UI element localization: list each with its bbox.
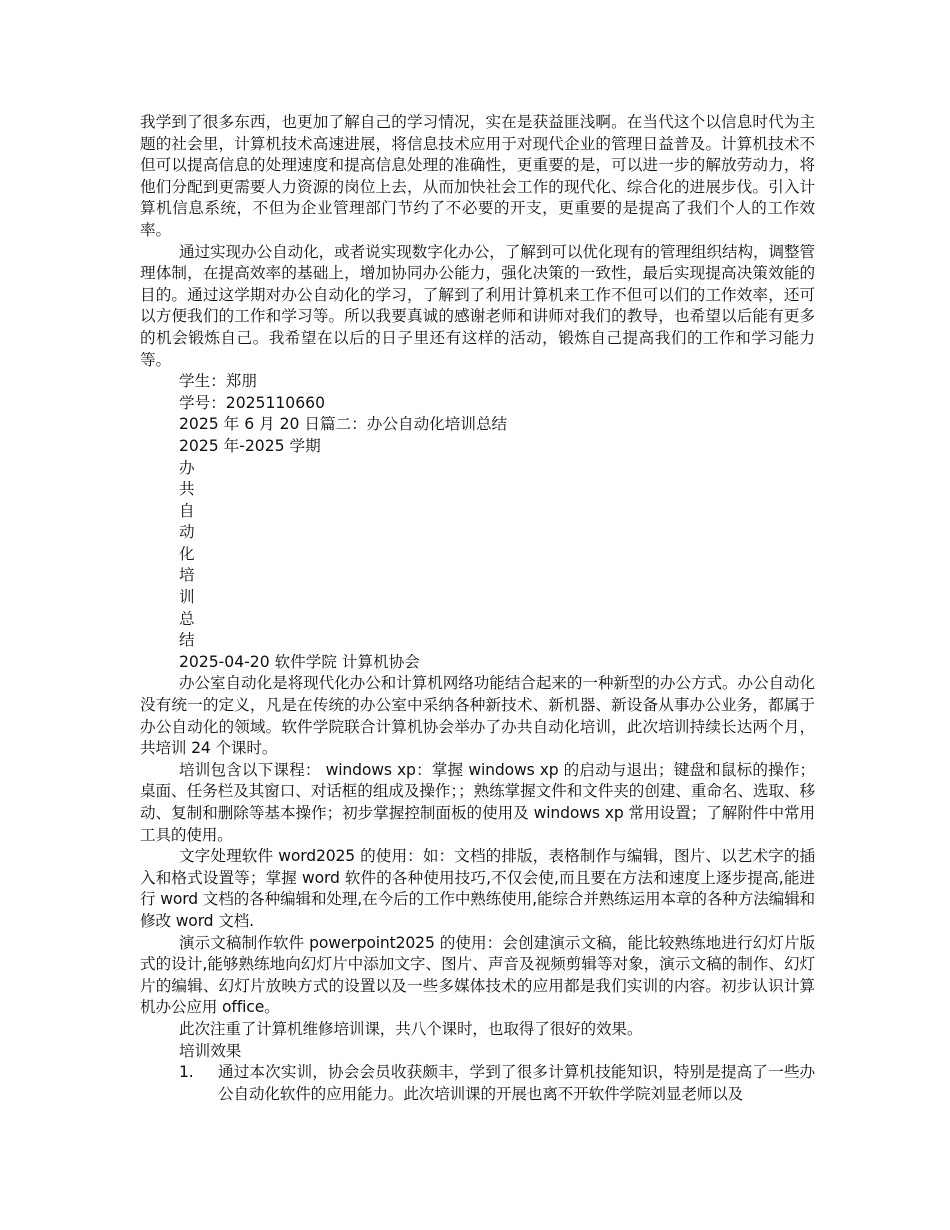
date-org-line: 2025-04-20 软件学院 计算机协会 [179, 652, 420, 671]
section-heading: 培训效果 [179, 1041, 242, 1060]
list-item-number: 1. [179, 1063, 194, 1082]
word-course-paragraph: 文字处理软件 word2025 的使用：如：文档的排版，表格制作与编辑，图片、以艺术字的插入和格式设置等；掌握 word 软件的各种使用技巧,不仅会使,而且要在方法和速度上逐步提高,能进行 word 文档的各种编辑和处理,在今后的工作中熟练使用,能综合并熟练运用本章的各种方法编辑和修改 word 文档. [140, 847, 815, 930]
date-title-line: 2025 年 6 月 20 日篇二：办公自动化培训总结 [179, 415, 508, 434]
vertical-title-char: 办 [179, 458, 195, 477]
maintenance-course-paragraph: 此次注重了计算机维修培训课，共八个课时，也取得了很好的效果。 [179, 1019, 643, 1038]
vertical-title-char: 自 [179, 501, 195, 520]
vertical-title-char: 训 [179, 588, 195, 607]
vertical-title-char: 培 [179, 566, 195, 585]
vertical-title-char: 化 [179, 544, 195, 563]
vertical-title [140, 458, 815, 652]
list-item-text: 通过本次实训，协会会员收获颇丰，学到了很多计算机技能知识，特别是提高了一些办公自动化软件的应用能力。此次培训课的开展也离不开软件学院刘显老师以及 [218, 1063, 815, 1103]
term-line: 2025 年-2025 学期 [179, 436, 321, 455]
student-name-line: 学生：郑朋 [179, 372, 257, 391]
vertical-title-char: 动 [179, 523, 195, 542]
vertical-title-char: 总 [179, 609, 195, 628]
powerpoint-course-paragraph: 演示文稿制作软件 powerpoint2025 的使用：会创建演示文稿，能比较熟练地进行幻灯片版式的设计,能够熟练地向幻灯片中添加文字、图片、声音及视频剪辑等对象，演示文稿的制作、幻灯片的编辑、幻灯片放映方式的设置以及一些多媒体技术的应用都是我们实训的内容。初步认识计算机办公应用 office。 [140, 933, 815, 1017]
office-automation-reflection-paragraph: 通过实现办公自动化，或者说实现数字化办公，了解到可以优化现有的管理组织结构，调整管理体制，在提高效率的基础上，增加协同办公能力，强化决策的一致性，最后实现提高决策效能的目的。通过这学期对办公自动化的学习，了解到了利用计算机来工作不但可以们的工作效率，还可以方便我们的工作和学习等。所以我要真诚的感谢老师和讲师对我们的教导，也希望以后能有更多的机会锻炼自己。我希望在以后的日子里还有这样的活动，锻炼自己提高我们的工作和学习能力等。 [140, 242, 815, 369]
vertical-title-char: 结 [179, 631, 195, 650]
office-automation-definition-paragraph: 办公室自动化是将现代化办公和计算机网络功能结合起来的一种新型的办公方式。办公自动化没有统一的定义，凡是在传统的办公室中采纳各种新技术、新机器、新设备从事办公业务，都属于办公自动化的领域。软件学院联合计算机协会举办了办共自动化培训，此次培训持续长达两个月，共培训 24 个课时。 [140, 674, 815, 758]
windows-xp-course-paragraph: 培训包含以下课程： windows xp：掌握 windows xp 的启动与退出；键盘和鼠标的操作；桌面、任务栏及其窗口、对话框的组成及操作；；熟练掌握文件和文件夹的创建、重命名、选取、移动、复制和删除等基本操作；初步掌握控制面板的使用及 windows xp 常用设置；了解附件中常用工具的使用。 [140, 760, 815, 844]
student-id-line: 学号：2025110660 [179, 393, 325, 412]
list-item [140, 1062, 815, 1105]
vertical-title-char: 共 [179, 480, 195, 499]
document-page [140, 112, 815, 1105]
intro-paragraph: 我学到了很多东西，也更加了解自己的学习情况，实在是获益匪浅啊。在当代这个以信息时代为主题的社会里，计算机技术高速进展，将信息技术应用于对现代企业的管理日益普及。计算机技术不但可以提高信息的处理速度和提高信息处理的准确性，更重要的是，可以进一步的解放劳动力，将他们分配到更需要人力资源的岗位上去，从而加快社会工作的现代化、综合化的进展步伐。引入计算机信息系统，不但为企业管理部门节约了不必要的开支，更重要的是提高了我们个人的工作效率。 [140, 113, 815, 239]
